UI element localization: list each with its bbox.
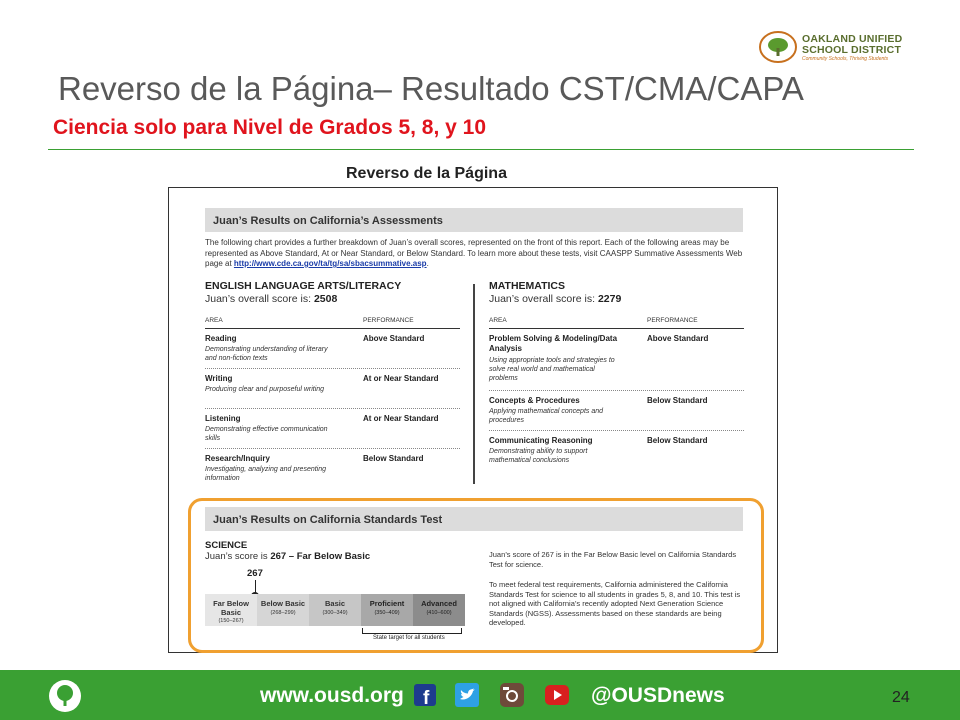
ela-row-desc: Producing clear and purposeful writing: [205, 386, 325, 393]
assessments-header: Juan’s Results on California’s Assessments: [205, 208, 743, 232]
oak-tree-logo-icon: [758, 30, 798, 64]
science-score-prefix: Juan’s score is: [205, 551, 271, 562]
band-name: Advanced: [421, 599, 457, 608]
band-basic: [309, 594, 361, 626]
math-row-performance: Below Standard: [647, 396, 708, 405]
district-logo: [758, 30, 923, 64]
math-row-title: Communicating Reasoning: [489, 436, 593, 445]
score-report: [168, 187, 778, 653]
band-range: (300–349): [322, 609, 348, 616]
logo-line-1: OAKLAND UNIFIED: [802, 33, 903, 45]
math-heading: MATHEMATICS: [489, 280, 566, 292]
ela-row-title: Listening: [205, 414, 241, 423]
column-divider: [473, 284, 475, 484]
instagram-icon[interactable]: [500, 683, 524, 707]
ela-row-desc: Demonstrating effective communication skills: [205, 426, 328, 442]
math-table-header: [489, 315, 744, 329]
facebook-icon[interactable]: [413, 683, 437, 707]
ela-row-title: Research/Inquiry: [205, 454, 270, 463]
cst-header: Juan’s Results on California Standards Test: [205, 507, 743, 531]
math-score: 2279: [597, 293, 622, 305]
ela-col-performance: PERFORMANCE: [363, 317, 414, 324]
report-intro: [205, 238, 745, 270]
band-range: (150–267): [218, 618, 244, 624]
website-link[interactable]: www.ousd.org: [260, 684, 404, 707]
logo-tagline: Community Schools, Thriving Students: [802, 56, 889, 62]
ela-row-performance: At or Near Standard: [363, 414, 439, 423]
science-heading: SCIENCE: [205, 540, 248, 551]
slide-title: Reverso de la Página– Resultado CST/CMA/CAPA: [58, 70, 804, 107]
science-score: 267 – Far Below Basic: [270, 551, 371, 562]
math-row: [489, 431, 744, 471]
slide-subtitle: Ciencia solo para Nivel de Grados 5, 8, y 10: [53, 116, 487, 139]
footer-bar: [0, 670, 960, 720]
math-row-desc: Using appropriate tools and strategies to solve real world and mathematical problems: [489, 357, 615, 382]
ela-table-header: [205, 315, 460, 329]
band-below-basic: [257, 594, 309, 626]
ela-row: [205, 409, 460, 449]
ela-row: [205, 369, 460, 409]
state-target-bracket: [362, 628, 462, 634]
report-label: Reverso de la Página: [346, 165, 507, 182]
band-proficient: [361, 594, 413, 626]
math-row: [489, 329, 744, 391]
science-federal-note: To meet federal test requirements, California administered the California Standards Test for science to all students in grades 5, 8, and 10. This test is not aligned with California’s recently adopted Next Generation Science Standards (NGSS). Assessments based on these standards are being developed.: [489, 580, 741, 628]
ela-row-desc: Demonstrating understanding of literary and non-fiction texts: [205, 346, 328, 362]
band-range: (268–299): [270, 609, 296, 616]
social-handle[interactable]: @OUSDnews: [591, 684, 725, 707]
ela-row-performance: Below Standard: [363, 454, 424, 463]
ela-score-line: [205, 293, 460, 305]
band-range: (350–409): [374, 609, 400, 616]
math-row: [489, 391, 744, 431]
youtube-icon[interactable]: [545, 683, 569, 707]
ela-heading: ENGLISH LANGUAGE ARTS/LITERACY: [205, 280, 402, 292]
ela-row-title: Reading: [205, 334, 237, 343]
ela-section: [205, 280, 460, 489]
science-score-line: [205, 551, 370, 562]
math-score-line: [489, 293, 744, 305]
band-name: Below Basic: [260, 599, 306, 608]
caaspp-link[interactable]: http://www.cde.ca.gov/ta/tg/sa/sbacsummative.asp: [233, 259, 427, 268]
band-name: Far Below Basic: [213, 599, 249, 617]
math-row-title: Concepts & Procedures: [489, 396, 580, 405]
score-marker-value: 267: [247, 568, 263, 579]
intro-text: The following chart provides a further breakdown of Juan’s overall scores, represented on the front of this report. Each of the following areas may be represented as Above Standard, At or Near Standard, or Below Standard. To learn more about these tests, visit CAASPP Summative Assessments Web page at: [205, 238, 743, 268]
logo-line-2: SCHOOL DISTRICT: [802, 44, 902, 56]
math-row-performance: Above Standard: [647, 334, 709, 343]
math-row-desc: Applying mathematical concepts and procedures: [489, 408, 604, 424]
intro-end: .: [426, 259, 429, 268]
math-row-performance: Below Standard: [647, 436, 708, 445]
ela-row-title: Writing: [205, 374, 233, 383]
page-number: 24: [892, 689, 910, 706]
math-row-desc: Demonstrating ability to support mathematical conclusions: [489, 448, 588, 464]
ela-row: [205, 329, 460, 369]
science-explanation: Juan’s score of 267 is in the Far Below Basic level on California Standards Test for science.: [489, 550, 737, 569]
state-target-label: State target for all students: [373, 635, 445, 641]
band-name: Proficient: [369, 599, 405, 608]
ela-row-desc: Investigating, analyzing and presenting information: [205, 466, 327, 482]
ousd-tree-icon: [49, 680, 81, 712]
ela-score-prefix: Juan’s overall score is:: [205, 293, 314, 305]
math-row-title: Problem Solving & Modeling/Data Analysis: [489, 334, 618, 353]
title-divider: [48, 149, 914, 150]
math-score-prefix: Juan’s overall score is:: [489, 293, 598, 305]
math-col-area: AREA: [489, 317, 507, 324]
band-name: Basic: [324, 599, 345, 608]
band-range: (410–600): [426, 609, 452, 616]
ela-col-area: AREA: [205, 317, 223, 324]
ela-row-performance: Above Standard: [363, 334, 425, 343]
band-advanced: [413, 594, 465, 626]
ela-row: [205, 449, 460, 489]
math-section: [489, 280, 744, 471]
svg-text:f: f: [423, 688, 430, 707]
twitter-icon[interactable]: [455, 683, 479, 707]
math-col-performance: PERFORMANCE: [647, 317, 698, 324]
band-far-below-basic: [205, 594, 257, 626]
ela-score: 2508: [313, 293, 338, 305]
ela-row-performance: At or Near Standard: [363, 374, 439, 383]
